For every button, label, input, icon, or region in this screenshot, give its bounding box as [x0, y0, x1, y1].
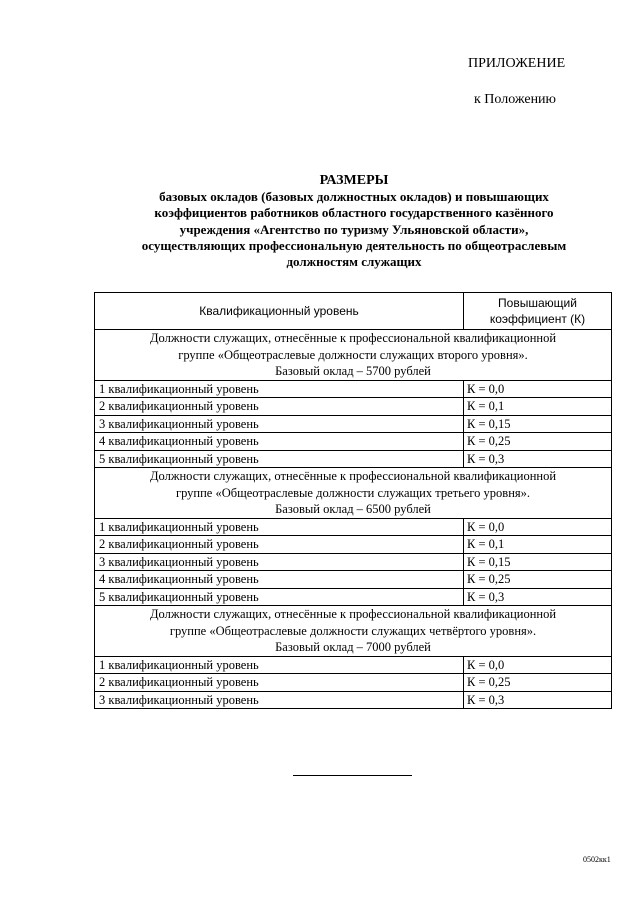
table-row — [95, 571, 612, 589]
group-header-cell — [95, 330, 612, 381]
group-header-row — [95, 606, 612, 657]
coefficient-cell: К = 0,0 — [464, 518, 612, 536]
level-cell: 2 квалификационный уровень — [95, 398, 464, 416]
group-header-text: Должности служащих, отнесённые к профессиональной квалификационной — [149, 469, 557, 483]
table-row — [95, 588, 612, 606]
coefficient-cell: К = 0,25 — [464, 571, 612, 589]
title-line: осуществляющих профессиональную деятельность по общеотраслевым — [141, 237, 567, 253]
table-row — [95, 450, 612, 468]
title-line: учреждения «Агентство по туризму Ульяновской области», — [179, 221, 529, 237]
document-title — [95, 173, 613, 270]
header-level: Квалификационный уровень — [95, 293, 464, 330]
coefficient-cell: К = 0,0 — [464, 656, 612, 674]
level-cell: 2 квалификационный уровень — [95, 536, 464, 554]
group-header-text: группе «Общеотраслевые должности служащих второго уровня». — [178, 347, 528, 362]
table-row — [95, 380, 612, 398]
table-row — [95, 518, 612, 536]
coefficient-cell: К = 0,1 — [464, 398, 612, 416]
table-row — [95, 433, 612, 451]
table-row — [95, 656, 612, 674]
level-cell: 5 квалификационный уровень — [95, 450, 464, 468]
header-coefficient — [464, 293, 612, 330]
document-code: 0502кк1 — [583, 855, 611, 864]
coefficient-cell: К = 0,3 — [464, 450, 612, 468]
table-row — [95, 674, 612, 692]
table-header-row — [95, 293, 612, 330]
title-line: базовых окладов (базовых должностных окладов) и повышающих — [159, 189, 549, 205]
group-header-row — [95, 330, 612, 381]
level-cell: 4 квалификационный уровень — [95, 571, 464, 589]
group-header-text: Базовый оклад – 6500 рублей — [275, 502, 431, 516]
coefficients-table — [94, 292, 612, 709]
group-header-text: Должности служащих, отнесённые к профессиональной квалификационной — [149, 331, 557, 345]
coefficient-cell: К = 0,15 — [464, 553, 612, 571]
level-cell: 5 квалификационный уровень — [95, 588, 464, 606]
coefficient-cell: К = 0,25 — [464, 433, 612, 451]
group-header-cell — [95, 606, 612, 657]
level-cell: 1 квалификационный уровень — [95, 656, 464, 674]
level-cell: 3 квалификационный уровень — [95, 553, 464, 571]
coefficient-cell: К = 0,3 — [464, 691, 612, 709]
divider-line — [293, 775, 412, 776]
coefficient-cell: К = 0,0 — [464, 380, 612, 398]
table-row — [95, 398, 612, 416]
group-header-row — [95, 468, 612, 519]
table-row — [95, 553, 612, 571]
group-header-cell — [95, 468, 612, 519]
table-row — [95, 415, 612, 433]
group-header-text: Должности служащих, отнесённые к профессиональной квалификационной — [149, 607, 557, 621]
level-cell: 1 квалификационный уровень — [95, 380, 464, 398]
annex-title: ПРИЛОЖЕНИЕ — [468, 56, 566, 71]
level-cell: 4 квалификационный уровень — [95, 433, 464, 451]
header-coefficient-line1: Повышающий — [498, 296, 577, 310]
title-line: должностям служащих — [286, 254, 422, 270]
group-header-text: Базовый оклад – 5700 рублей — [275, 364, 431, 378]
title-line: коэффициентов работников областного государственного казённого — [154, 205, 554, 221]
group-header-text: группе «Общеотраслевые должности служащих третьего уровня». — [175, 485, 531, 500]
table-body — [95, 330, 612, 709]
coefficient-cell: К = 0,3 — [464, 588, 612, 606]
coefficient-cell: К = 0,25 — [464, 674, 612, 692]
coefficient-cell: К = 0,1 — [464, 536, 612, 554]
title-main: РАЗМЕРЫ — [319, 173, 389, 188]
annex-subtitle: к Положению — [474, 92, 557, 107]
group-header-text: группе «Общеотраслевые должности служащих четвёртого уровня». — [169, 623, 537, 638]
table-row — [95, 691, 612, 709]
level-cell: 2 квалификационный уровень — [95, 674, 464, 692]
level-cell: 3 квалификационный уровень — [95, 691, 464, 709]
group-header-text: Базовый оклад – 7000 рублей — [275, 640, 431, 654]
table-row — [95, 536, 612, 554]
header-coefficient-line2: коэффициент (К) — [489, 312, 586, 326]
level-cell: 1 квалификационный уровень — [95, 518, 464, 536]
level-cell: 3 квалификационный уровень — [95, 415, 464, 433]
coefficient-cell: К = 0,15 — [464, 415, 612, 433]
